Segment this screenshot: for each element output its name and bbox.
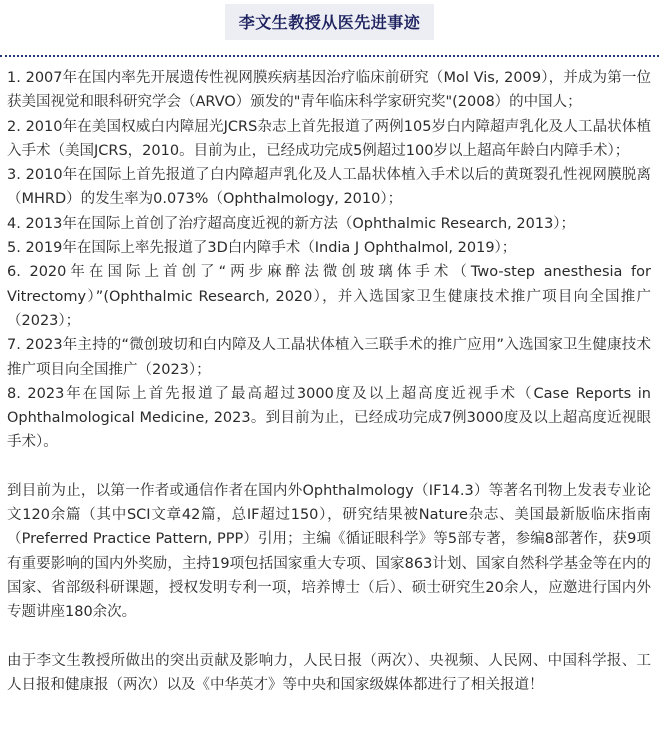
achievement-item-6: 6. 2020年在国际上首创了“两步麻醉法微创玻璃体手术（Two-step anesthesia for Vitrectomy）”(Ophthalmic Research, 2020），并入选国家卫生健康技术推广项目向全国推广（2023）；	[7, 264, 651, 329]
achievement-item-5: 5. 2019年在国际上率先报道了3D白内障手术（India J Ophthalmol, 2019）；	[7, 240, 517, 257]
dotted-divider	[0, 55, 659, 57]
achievement-item-2: 2. 2010年在美国权威白内障屈光JCRS杂志上首先报道了两例105岁白内障超声乳化及人工晶状体植入手术（美国JCRS，2010。目前为止，已经成功完成5例超过100岁以上超高年龄白内障手术）；	[7, 118, 651, 159]
achievement-item-7: 7. 2023年主持的“微创玻切和白内障及人工晶状体植入三联手术的推广应用”入选国家卫生健康技术推广项目向全国推广（2023）；	[7, 337, 651, 378]
paragraph-gap	[7, 455, 651, 479]
page-title: 李文生教授从医先进事迹	[225, 4, 435, 40]
article-body	[7, 66, 651, 697]
achievement-item-3: 3. 2010年在国际上首先报道了白内障超声乳化及人工晶状体植入手术以后的黄斑裂孔性视网膜脱离（MHRD）的发生率为0.073%（Ophthalmology, 2010）；	[7, 167, 651, 208]
title-area	[0, 4, 659, 40]
achievement-item-4: 4. 2013年在国际上首创了治疗超高度近视的新方法（Ophthalmic Research, 2013）；	[7, 215, 576, 232]
paragraph-gap	[7, 625, 651, 649]
achievement-item-1: 1. 2007年在国内率先开展遗传性视网膜疾病基因治疗临床前研究（Mol Vis, 2009），并成为第一位获美国视觉和眼科研究学会（ARVO）颁发的"青年临床科学家研究奖"(2008）的中国人；	[7, 70, 651, 111]
achievement-item-8: 8. 2023年在国际上首先报道了最高超过3000度及以上超高度近视手术（Case Reports in Ophthalmological Medicine, 2023。到目前为止，已经成功完成7例3000度及以上超高度近视眼手术）。	[7, 385, 651, 451]
media-paragraph: 由于李文生教授所做出的突出贡献及影响力，人民日报（两次）、央视频、人民网、中国科学报、工人日报和健康报（两次）以及《中华英才》等中央和国家级媒体都进行了相关报道！	[7, 652, 651, 693]
achievement-list	[7, 66, 651, 455]
summary-paragraph: 到目前为止，以第一作者或通信作者在国内外Ophthalmology（IF14.3）等著名刊物上发表专业论文120余篇（其中SCI文章42篇，总IF超过150），研究结果被Nature杂志、美国最新版临床指南（Preferred Practice Pattern, PPP）引用；主编《循证眼科学》等5部专著，参编8部著作，获9项有重要影响的国内外奖励，主持19项包括国家重大专项、国家863计划、国家自然科学基金等在内的国家、省部级科研课题，授权发明专利一项，培养博士（后）、硕士研究生20余人，应邀进行国内外专题讲座180余次。	[7, 482, 651, 621]
